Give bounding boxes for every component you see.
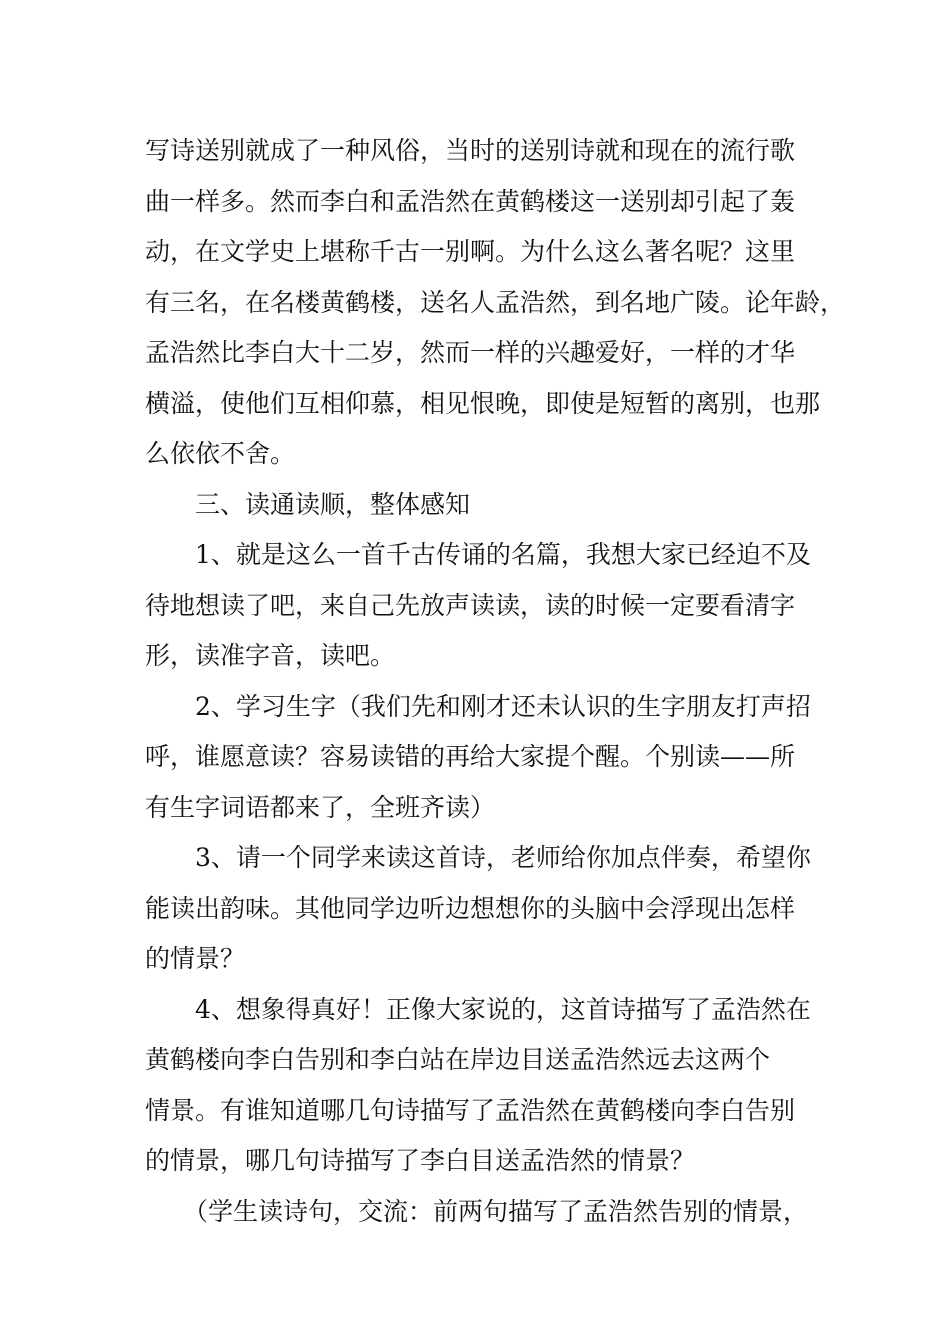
- text-line: 横溢，使他们互相仰慕，相见恨晚，即使是短暂的离别，也那: [145, 388, 821, 418]
- text-line: 动，在文学史上堪称千古一别啊。为什么这么著名呢？这里: [145, 237, 796, 266]
- text-line: 4、想象得真好！正像大家说的，这首诗描写了孟浩然在: [195, 994, 811, 1024]
- text-line: 孟浩然比李白大十二岁，然而一样的兴趣爱好，一样的才华: [145, 338, 796, 367]
- paragraph-step-1: [145, 530, 809, 682]
- text-line: 呼，谁愿意读？容易读错的再给大家提个醒。个别读——所: [145, 742, 796, 771]
- paragraph-intro: [145, 126, 846, 480]
- text-line: 曲一样多。然而李白和孟浩然在黄鹤楼这一送别却引起了轰: [145, 186, 796, 216]
- section-heading: [145, 480, 809, 531]
- text-line: 形，读准字音，读吧。: [145, 641, 396, 670]
- text-line: 1、就是这么一首千古传诵的名篇，我想大家已经迫不及: [195, 540, 811, 569]
- heading-line: 三、读通读顺，整体感知: [195, 489, 471, 519]
- text-line: 3、请一个同学来读这首诗，老师给你加点伴奏，希望你: [195, 843, 811, 872]
- document-body: [145, 126, 846, 1237]
- paragraph-student-activity: [145, 1187, 809, 1238]
- text-line: 有三名，在名楼黄鹤楼，送名人孟浩然，到名地广陵。论年龄，: [145, 287, 846, 317]
- text-line: 么依依不舍。: [145, 439, 296, 468]
- text-line: 情景。有谁知道哪几句诗描写了孟浩然在黄鹤楼向李白告别: [145, 1095, 796, 1125]
- paragraph-step-2: [145, 682, 809, 834]
- text-line: 写诗送别就成了一种风俗，当时的送别诗就和现在的流行歌: [145, 136, 796, 165]
- text-line: 有生字词语都来了，全班齐读）: [145, 792, 496, 822]
- text-line: 待地想读了吧，来自己先放声读读，读的时候一定要看清字: [145, 590, 796, 620]
- text-line: 的情景？: [145, 944, 246, 973]
- text-line: 能读出韵味。其他同学边听边想想你的头脑中会浮现出怎样: [145, 893, 796, 923]
- paragraph-step-4: [145, 985, 809, 1187]
- paragraph-step-3: [145, 833, 809, 985]
- text-line: 2、学习生字（我们先和刚才还未认识的生字朋友打声招: [195, 691, 811, 721]
- text-line: （学生读诗句，交流：前两句描写了孟浩然告别的情景，: [183, 1196, 809, 1226]
- text-line: 黄鹤楼向李白告别和李白站在岸边目送孟浩然远去这两个: [145, 1045, 771, 1074]
- text-line: 的情景，哪几句诗描写了李白目送孟浩然的情景？: [145, 1146, 696, 1175]
